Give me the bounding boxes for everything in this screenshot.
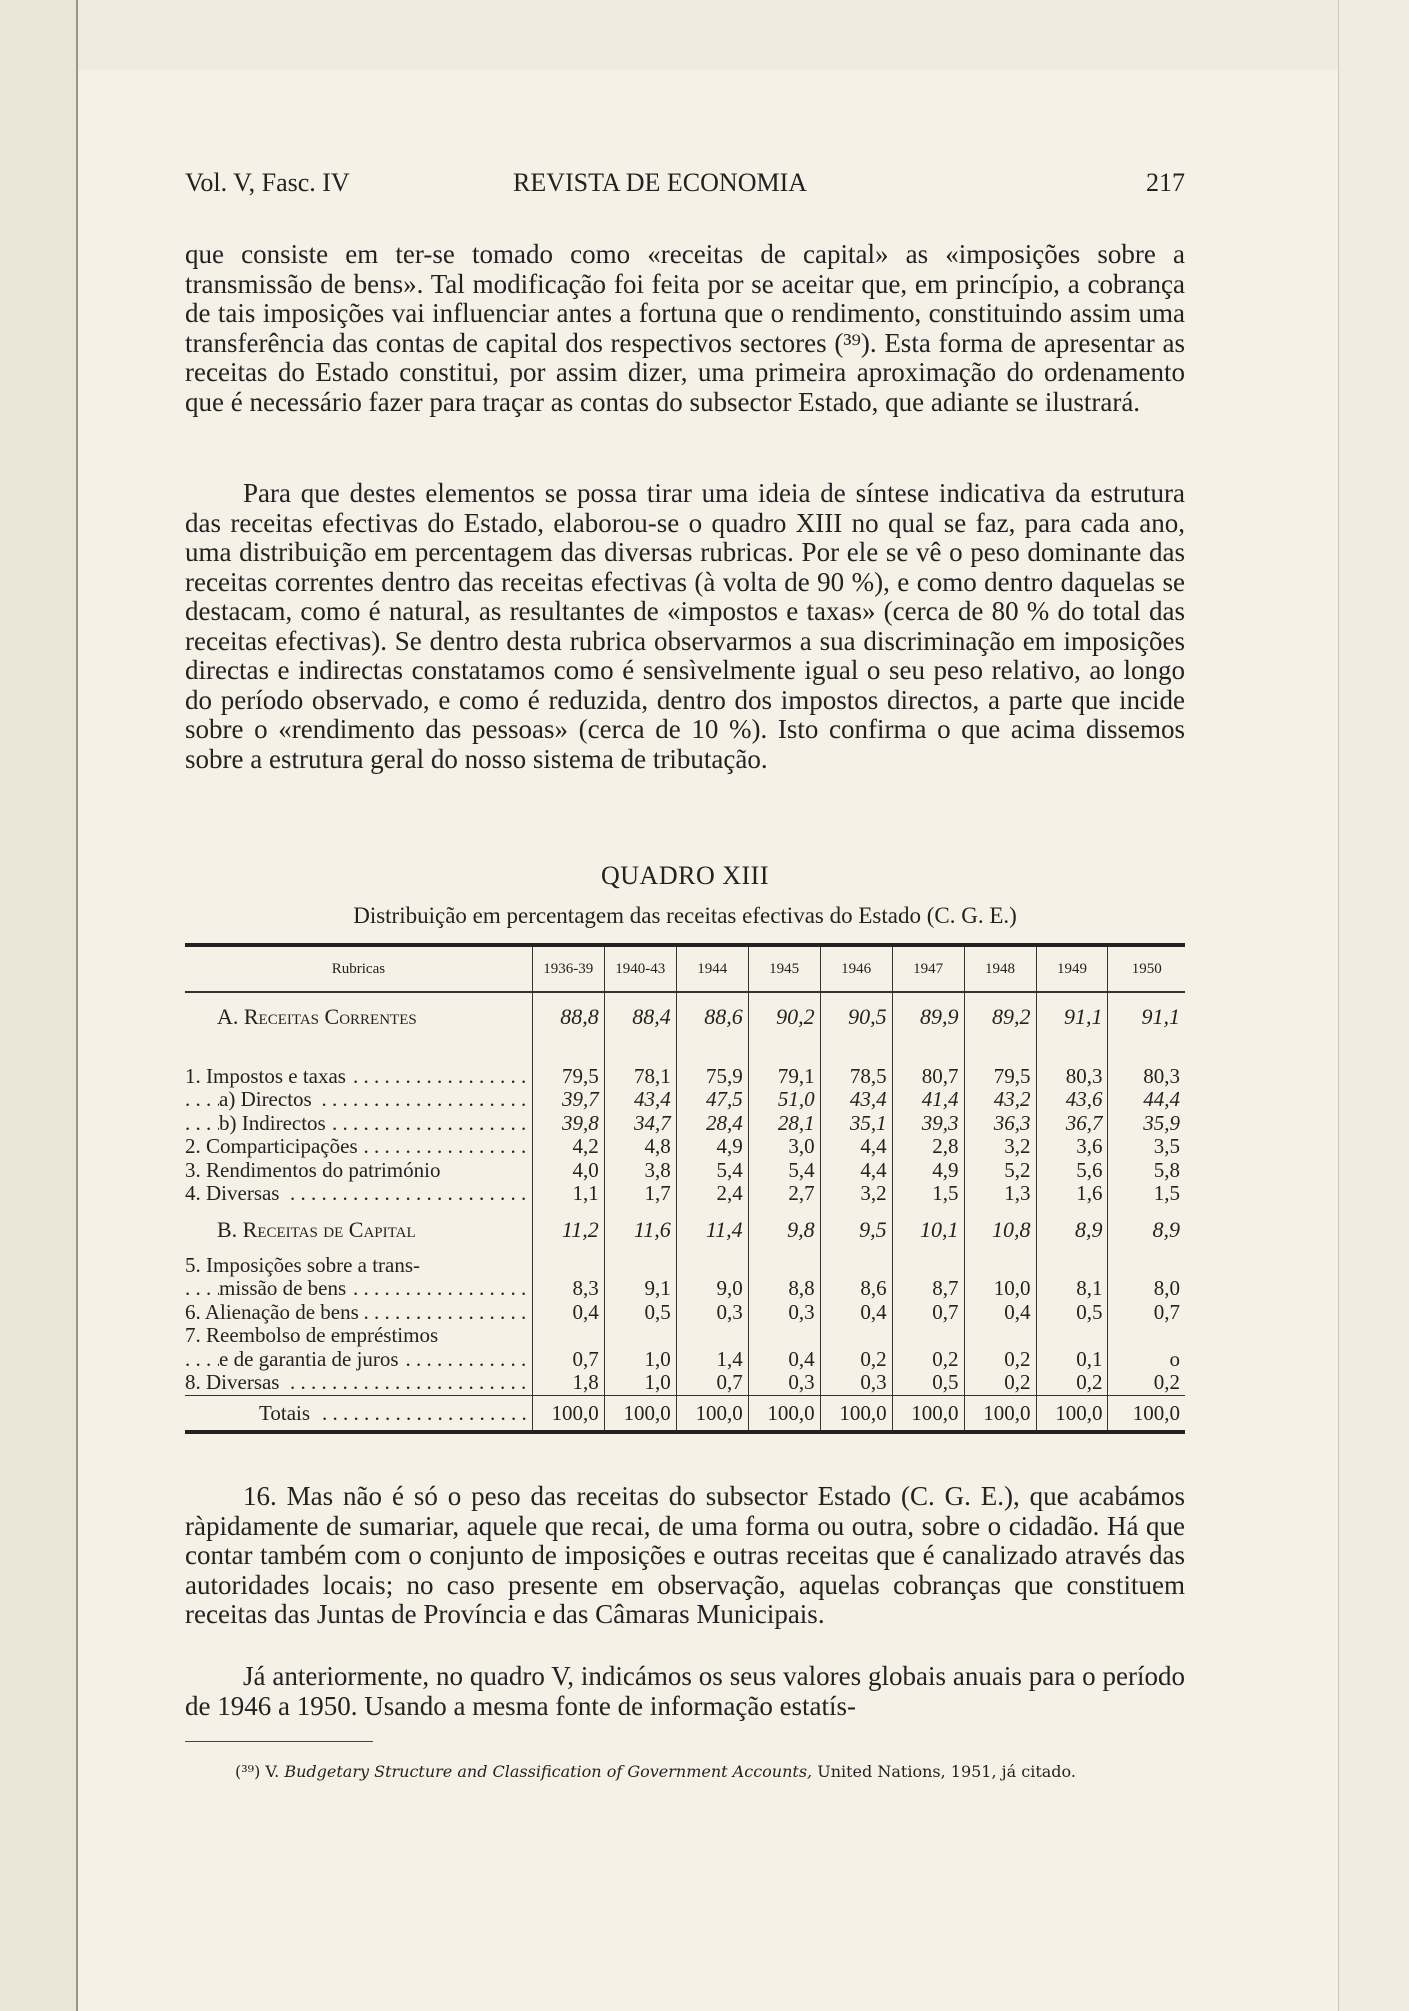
table-cell: 5,2 bbox=[964, 1159, 1036, 1183]
table-cell: 41,4 bbox=[892, 1088, 964, 1112]
table-row bbox=[185, 1324, 1185, 1348]
table-cell: 4,0 bbox=[532, 1159, 604, 1183]
table-title: QUADRO XIII bbox=[601, 861, 769, 890]
table-cell: 35,9 bbox=[1108, 1112, 1185, 1136]
table-cell: 80,7 bbox=[892, 1065, 964, 1089]
table-cell: 79,5 bbox=[964, 1065, 1036, 1089]
table-cell: 1,4 bbox=[676, 1348, 748, 1372]
row-label: b) Indirectos bbox=[219, 1112, 332, 1135]
table-cell: 100,0 bbox=[532, 1395, 604, 1432]
table-cell: 100,0 bbox=[1036, 1395, 1108, 1432]
table-cell: 0,7 bbox=[532, 1348, 604, 1372]
table-row bbox=[185, 1348, 1185, 1372]
table-cell: 3,5 bbox=[1108, 1135, 1185, 1159]
table-cell: 11,2 bbox=[532, 1206, 604, 1254]
column-header: 1940-43 bbox=[604, 945, 676, 992]
table-cell: 0,7 bbox=[1108, 1301, 1185, 1325]
row-label: 3. Rendimentos do património bbox=[185, 1159, 446, 1182]
paragraph: 16. Mas não é só o peso das receitas do subsector Estado (C. G. E.), que acabámos ràpidamente de sumariar, aquele que recai, de uma forma ou outra, sobre o cidadão. Há que contar também com o conjunto de imposições e outras receitas que é canalizado através das autoridades locais; no caso presente em observação, aquelas cobranças que constituem receitas das Juntas de Província e das Câmaras Municipais. bbox=[185, 1481, 1185, 1629]
table-cell: 100,0 bbox=[748, 1395, 820, 1432]
table-cell: 11,4 bbox=[676, 1206, 748, 1254]
table-cell: 0,2 bbox=[892, 1348, 964, 1372]
table-row bbox=[185, 1277, 1185, 1301]
table-cell: 0,3 bbox=[748, 1301, 820, 1325]
table-cell: 43,4 bbox=[604, 1088, 676, 1112]
table-cell: 4,9 bbox=[676, 1135, 748, 1159]
table-cell: 1,0 bbox=[604, 1371, 676, 1395]
table-cell: 0,3 bbox=[820, 1371, 892, 1395]
table-cell: 8,1 bbox=[1036, 1277, 1108, 1301]
table-cell: 8,7 bbox=[892, 1277, 964, 1301]
table-cell: 89,9 bbox=[892, 992, 964, 1041]
table-cell: 100,0 bbox=[1108, 1395, 1185, 1432]
table-cell: 9,5 bbox=[820, 1206, 892, 1254]
table-cell: 3,6 bbox=[1036, 1135, 1108, 1159]
table-cell: 0,4 bbox=[964, 1301, 1036, 1325]
table-cell: 1,5 bbox=[1108, 1182, 1185, 1206]
table-cell: 90,2 bbox=[748, 992, 820, 1041]
footnote-divider bbox=[185, 1741, 373, 1742]
table-cell: 78,5 bbox=[820, 1065, 892, 1089]
paragraph: que consiste em ter-se tomado como «receitas de capital» as «imposições sobre a transmissão de bens». Tal modificação foi feita por se aceitar que, em princípio, a cobrança de tais imposições vai influenciar antes a fortuna que o rendimento, constituindo assim uma transferência das contas de capital dos respectivos sectores (³⁹). Esta forma de apresentar as receitas do Estado constitui, por assim dizer, uma primeira aproximação do ordenamento que é necessário fazer para traçar as contas do subsector Estado, que adiante se ilustrará. bbox=[185, 239, 1185, 417]
totals-row bbox=[185, 1395, 1185, 1432]
row-label: Totais bbox=[259, 1401, 316, 1425]
table-cell: 4,9 bbox=[892, 1159, 964, 1183]
table-cell: 0,5 bbox=[892, 1371, 964, 1395]
table-cell: 43,4 bbox=[820, 1088, 892, 1112]
table-cell: 0,5 bbox=[1036, 1301, 1108, 1325]
row-label: a) Directos bbox=[219, 1088, 318, 1111]
scan-background-right bbox=[1338, 0, 1409, 2011]
table-cell: 80,3 bbox=[1108, 1065, 1185, 1089]
table-cell: 0,4 bbox=[820, 1301, 892, 1325]
table-row bbox=[185, 1182, 1185, 1206]
table-cell: 9,8 bbox=[748, 1206, 820, 1254]
table-cell: 39,8 bbox=[532, 1112, 604, 1136]
table-cell: 5,8 bbox=[1108, 1159, 1185, 1183]
table-cell: 79,5 bbox=[532, 1065, 604, 1089]
scan-background-top bbox=[0, 0, 1409, 70]
footnote-marker: (³⁹) bbox=[235, 1762, 261, 1781]
facing-page-edge bbox=[0, 0, 78, 2011]
row-label: 1. Impostos e taxas bbox=[185, 1065, 352, 1088]
footnote bbox=[235, 1762, 1185, 1781]
table-cell: 2,7 bbox=[748, 1182, 820, 1206]
column-header: 1944 bbox=[676, 945, 748, 992]
page-number: 217 bbox=[1146, 168, 1185, 197]
table-cell: 4,2 bbox=[532, 1135, 604, 1159]
table-cell: 34,7 bbox=[604, 1112, 676, 1136]
table-row bbox=[185, 1088, 1185, 1112]
table-row bbox=[185, 1159, 1185, 1183]
table-row bbox=[185, 992, 1185, 1041]
column-header: 1947 bbox=[892, 945, 964, 992]
table-cell: 4,8 bbox=[604, 1135, 676, 1159]
row-label: e de garantia de juros bbox=[219, 1348, 405, 1371]
table-cell: 1,7 bbox=[604, 1182, 676, 1206]
table-cell: 80,3 bbox=[1036, 1065, 1108, 1089]
table-cell: 79,1 bbox=[748, 1065, 820, 1089]
table-cell: 0,5 bbox=[604, 1301, 676, 1325]
table-cell: 11,6 bbox=[604, 1206, 676, 1254]
data-table bbox=[185, 943, 1185, 1434]
table-cell: 100,0 bbox=[676, 1395, 748, 1432]
table-cell: 9,0 bbox=[676, 1277, 748, 1301]
table-row bbox=[185, 1371, 1185, 1395]
table-cell: 2,8 bbox=[892, 1135, 964, 1159]
table-cell: 5,6 bbox=[1036, 1159, 1108, 1183]
table-cell: 43,6 bbox=[1036, 1088, 1108, 1112]
table-cell: 28,1 bbox=[748, 1112, 820, 1136]
table-cell: 36,7 bbox=[1036, 1112, 1108, 1136]
column-header: 1936-39 bbox=[532, 945, 604, 992]
table-cell: 75,9 bbox=[676, 1065, 748, 1089]
table-cell: 0,7 bbox=[892, 1301, 964, 1325]
table-cell: 10,8 bbox=[964, 1206, 1036, 1254]
table-cell: 47,5 bbox=[676, 1088, 748, 1112]
table-cell: 100,0 bbox=[820, 1395, 892, 1432]
table-row bbox=[185, 1112, 1185, 1136]
table-cell: 1,1 bbox=[532, 1182, 604, 1206]
table-cell: 88,4 bbox=[604, 992, 676, 1041]
table-cell: 0,2 bbox=[1108, 1371, 1185, 1395]
table-cell: 0,7 bbox=[676, 1371, 748, 1395]
column-header: 1949 bbox=[1036, 945, 1108, 992]
row-label: 4. Diversas bbox=[185, 1182, 285, 1205]
table-cell: 0,2 bbox=[1036, 1371, 1108, 1395]
table-cell: 8,3 bbox=[532, 1277, 604, 1301]
table-cell: 8,6 bbox=[820, 1277, 892, 1301]
table-cell: 1,0 bbox=[604, 1348, 676, 1372]
table-row bbox=[185, 1301, 1185, 1325]
table-cell: 0,4 bbox=[748, 1348, 820, 1372]
table-cell: 0,2 bbox=[820, 1348, 892, 1372]
row-label: 8. Diversas bbox=[185, 1371, 285, 1394]
table-cell: 10,0 bbox=[964, 1277, 1036, 1301]
table-cell: 51,0 bbox=[748, 1088, 820, 1112]
table-cell: 100,0 bbox=[892, 1395, 964, 1432]
table-cell: 3,2 bbox=[820, 1182, 892, 1206]
footnote-prefix: V. bbox=[265, 1762, 280, 1781]
table-cell: 88,8 bbox=[532, 992, 604, 1041]
table-cell: 0,3 bbox=[748, 1371, 820, 1395]
table-cell: 39,7 bbox=[532, 1088, 604, 1112]
table-cell: 90,5 bbox=[820, 992, 892, 1041]
row-label: B. Receitas de Capital bbox=[217, 1216, 416, 1242]
column-header: 1945 bbox=[748, 945, 820, 992]
column-header: 1946 bbox=[820, 945, 892, 992]
table-cell: 36,3 bbox=[964, 1112, 1036, 1136]
paragraph: Para que destes elementos se possa tirar uma ideia de síntese indicativa da estrutura das receitas efectivas do Estado, elaborou-se o quadro XIII no qual se faz, para cada ano, uma distribuição em percentagem das diversas rubricas. Por ele se vê o peso dominante das receitas correntes dentro das receitas efectivas (à volta de 90 %), e como dentro daquelas se destacam, como é natural, as resultantes de «impostos e taxas» (cerca de 80 % do total das receitas efectivas). Se dentro desta rubrica observarmos a sua discriminação em imposições directas e indirectas constatamos como é sensìvelmente igual o seu peso relativo, ao longo do período observado, e como é reduzida, dentro dos impostos directos, a parte que incide sobre o «rendimento das pessoas» (cerca de 10 %). Isto confirma o que acima dissemos sobre a estrutura geral do nosso sistema de tributação. bbox=[185, 478, 1185, 774]
table-cell: 0,4 bbox=[532, 1301, 604, 1325]
table-header-row bbox=[185, 945, 1185, 992]
table-cell: 4,4 bbox=[820, 1135, 892, 1159]
table-cell: 0,2 bbox=[964, 1348, 1036, 1372]
journal-title: REVISTA DE ECONOMIA bbox=[513, 168, 808, 197]
column-header: 1948 bbox=[964, 945, 1036, 992]
footnote-text: United Nations, 1951, já citado. bbox=[817, 1762, 1076, 1781]
table-cell: 78,1 bbox=[604, 1065, 676, 1089]
table-cell: 39,3 bbox=[892, 1112, 964, 1136]
row-label: A. Receitas Correntes bbox=[217, 1004, 417, 1029]
table-cell: 0,3 bbox=[676, 1301, 748, 1325]
table-cell: 100,0 bbox=[604, 1395, 676, 1432]
table-row bbox=[185, 1206, 1185, 1254]
row-label: 2. Comparticipações bbox=[185, 1135, 364, 1158]
table-cell: 0,1 bbox=[1036, 1348, 1108, 1372]
table-row bbox=[185, 1254, 1185, 1278]
table-cell: 5,4 bbox=[676, 1159, 748, 1183]
table-cell: 44,4 bbox=[1108, 1088, 1185, 1112]
table-cell: 3,0 bbox=[748, 1135, 820, 1159]
table-cell: 28,4 bbox=[676, 1112, 748, 1136]
paragraph: Já anteriormente, no quadro V, indicámos os seus valores globais anuais para o período de 1946 a 1950. Usando a mesma fonte de informação estatís- bbox=[185, 1661, 1185, 1721]
table-cell: 43,2 bbox=[964, 1088, 1036, 1112]
table-cell: 91,1 bbox=[1108, 992, 1185, 1041]
table-cell: 8,9 bbox=[1108, 1206, 1185, 1254]
table-cell: 3,2 bbox=[964, 1135, 1036, 1159]
table-cell: 91,1 bbox=[1036, 992, 1108, 1041]
table-cell: 0,2 bbox=[964, 1371, 1036, 1395]
table-cell: 10,1 bbox=[892, 1206, 964, 1254]
column-header: 1950 bbox=[1108, 945, 1185, 992]
running-head bbox=[185, 168, 1185, 204]
row-label: 5. Imposições sobre a trans- bbox=[185, 1254, 426, 1277]
row-label: 7. Reembolso de empréstimos bbox=[185, 1324, 444, 1347]
table-cell: o bbox=[1108, 1348, 1185, 1372]
table-cell: 8,8 bbox=[748, 1277, 820, 1301]
table-cell: 100,0 bbox=[964, 1395, 1036, 1432]
table-cell: 3,8 bbox=[604, 1159, 676, 1183]
table-cell: 1,8 bbox=[532, 1371, 604, 1395]
table-cell: 8,9 bbox=[1036, 1206, 1108, 1254]
table-cell: 1,3 bbox=[964, 1182, 1036, 1206]
table-row bbox=[185, 1135, 1185, 1159]
table-cell: 8,0 bbox=[1108, 1277, 1185, 1301]
table-cell: 1,6 bbox=[1036, 1182, 1108, 1206]
table-row bbox=[185, 1065, 1185, 1089]
column-header: Rubricas bbox=[185, 945, 532, 992]
table-cell: 4,4 bbox=[820, 1159, 892, 1183]
table-cell: 5,4 bbox=[748, 1159, 820, 1183]
row-label: missão de bens bbox=[219, 1277, 352, 1300]
table-cell: 2,4 bbox=[676, 1182, 748, 1206]
table-caption: Distribuição em percentagem das receitas efectivas do Estado (C. G. E.) bbox=[353, 903, 1017, 928]
table-cell: 9,1 bbox=[604, 1277, 676, 1301]
table-cell: 89,2 bbox=[964, 992, 1036, 1041]
volume-label: Vol. V, Fasc. IV bbox=[185, 168, 350, 197]
footnote-title: Budgetary Structure and Classification of Government Accounts, bbox=[284, 1762, 813, 1781]
table-cell: 35,1 bbox=[820, 1112, 892, 1136]
table-cell: 88,6 bbox=[676, 992, 748, 1041]
row-label: 6. Alienação de bens bbox=[185, 1301, 365, 1324]
table-cell: 1,5 bbox=[892, 1182, 964, 1206]
